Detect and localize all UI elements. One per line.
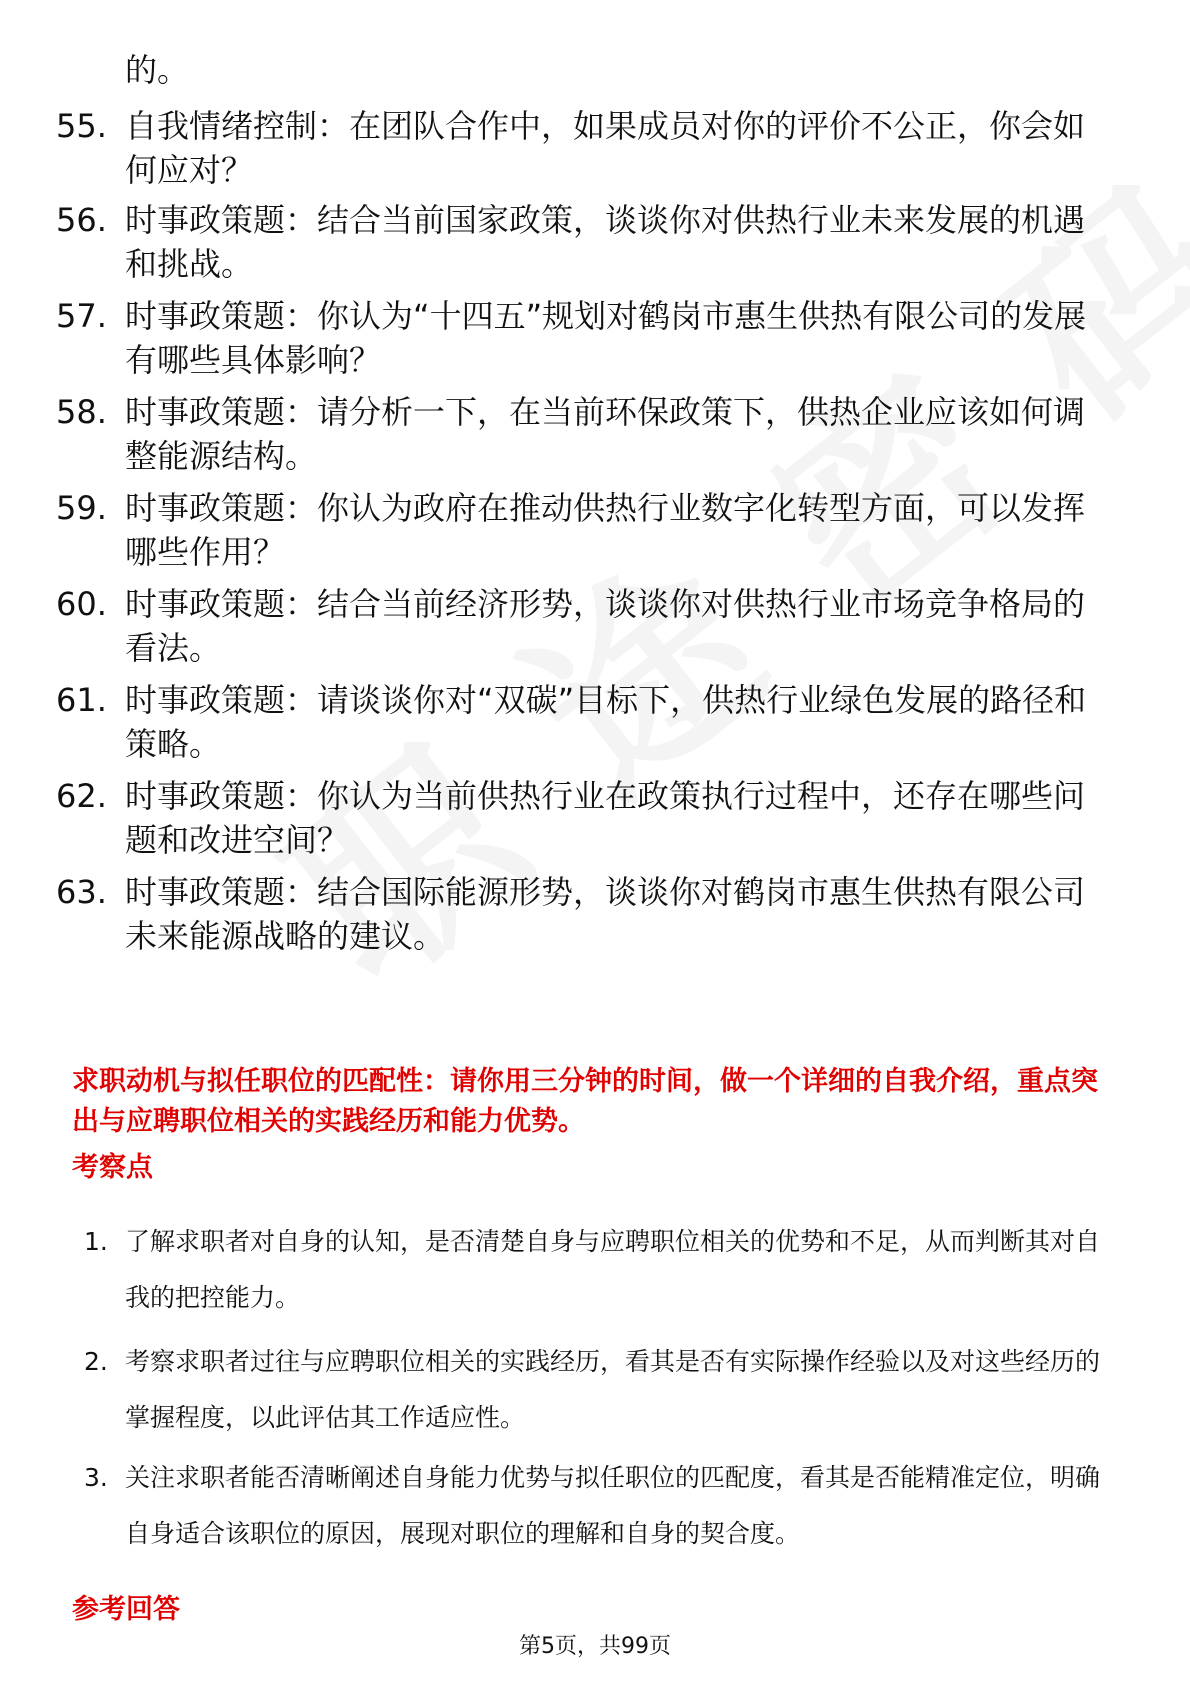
featured-question-heading: 求职动机与拟任职位的匹配性：请你用三分钟的时间，做一个详细的自我介绍，重点突出与应聘职位相关的实践经历和能力优势。 xyxy=(72,1066,1098,1137)
question-number: 56. xyxy=(56,201,107,239)
page-footer: 第5页，共99页 xyxy=(519,1634,671,1659)
question-item xyxy=(56,104,1116,192)
question-item xyxy=(56,582,1116,670)
point-number: 1. xyxy=(84,1227,108,1256)
question-item xyxy=(56,294,1116,382)
question-number: 57. xyxy=(56,297,107,335)
question-item xyxy=(56,390,1116,478)
question-text: 时事政策题：你认为“十四五”规划对鹤岗市惠生供热有限公司的发展有哪些具体影响？ xyxy=(125,297,1087,379)
point-text: 了解求职者对自身的认知，是否清楚自身与应聘职位相关的优势和不足，从而判断其对自我的把控能力。 xyxy=(125,1227,1101,1312)
question-item xyxy=(56,486,1116,574)
question-number: 63. xyxy=(56,873,107,911)
question-item xyxy=(56,774,1116,862)
point-number: 3. xyxy=(84,1463,108,1492)
continuation-text: 的。 xyxy=(125,51,190,89)
point-text: 关注求职者能否清晰阐述自身能力优势与拟任职位的匹配度，看其是否能精准定位，明确自身适合该职位的原因，展现对职位的理解和自身的契合度。 xyxy=(125,1463,1101,1548)
question-text: 自我情绪控制：在团队合作中，如果成员对你的评价不公正，你会如何应对？ xyxy=(125,107,1086,189)
question-text: 时事政策题：你认为当前供热行业在政策执行过程中，还存在哪些问题和改进空间？ xyxy=(125,777,1086,859)
question-text: 时事政策题：请分析一下，在当前环保政策下，供热企业应该如何调整能源结构。 xyxy=(125,393,1086,475)
question-number: 58. xyxy=(56,393,107,431)
assessment-label: 考察点 xyxy=(72,1152,153,1183)
point-number: 2. xyxy=(84,1347,108,1376)
question-number: 62. xyxy=(56,777,107,815)
assessment-point xyxy=(84,1450,1114,1562)
question-item xyxy=(56,678,1116,766)
question-text: 时事政策题：结合当前经济形势，谈谈你对供热行业市场竞争格局的看法。 xyxy=(125,585,1086,667)
question-item xyxy=(56,198,1116,286)
point-text: 考察求职者过往与应聘职位相关的实践经历，看其是否有实际操作经验以及对这些经历的掌握程度，以此评估其工作适应性。 xyxy=(125,1347,1101,1432)
assessment-point xyxy=(84,1334,1114,1446)
question-text: 时事政策题：你认为政府在推动供热行业数字化转型方面，可以发挥哪些作用？ xyxy=(125,489,1086,571)
question-number: 60. xyxy=(56,585,107,623)
question-text: 时事政策题：结合国际能源形势，谈谈你对鹤岗市惠生供热有限公司未来能源战略的建议。 xyxy=(125,873,1086,955)
assessment-point xyxy=(84,1214,1114,1326)
question-number: 59. xyxy=(56,489,107,527)
question-item xyxy=(56,870,1116,958)
question-number: 55. xyxy=(56,107,107,145)
question-text: 时事政策题：请谈谈你对“双碳”目标下，供热行业绿色发展的路径和策略。 xyxy=(125,681,1087,763)
reference-answer-label: 参考回答 xyxy=(72,1594,180,1625)
question-text: 时事政策题：结合当前国家政策，谈谈你对供热行业未来发展的机遇和挑战。 xyxy=(125,201,1086,283)
question-number: 61. xyxy=(56,681,107,719)
